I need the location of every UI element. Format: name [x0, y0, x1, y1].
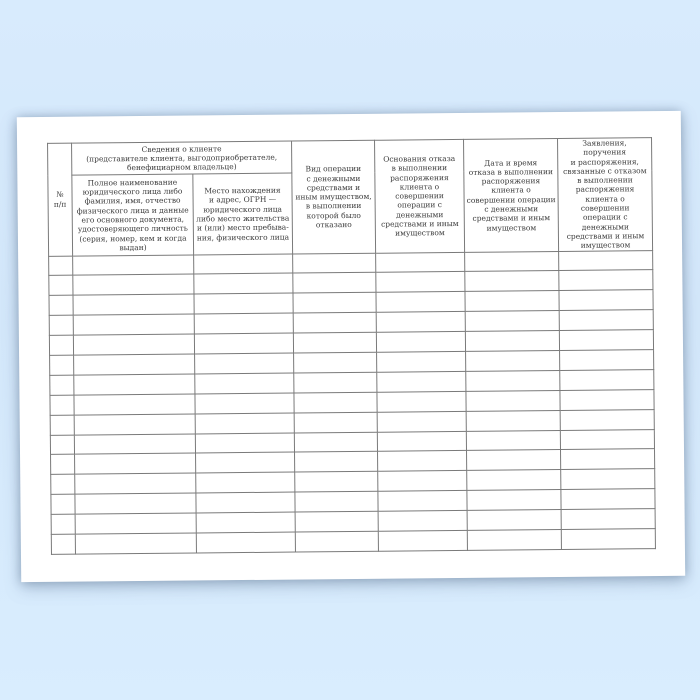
header-client-name-document: Полное наименование юридического лица либо фамилия, имя, отчество физического лица и данные его основного документа, удостоверяющего личность (серия, номер, кем и когда выдан) [72, 174, 194, 255]
table-cell [467, 530, 561, 551]
table-cell [73, 274, 194, 295]
table-cell [294, 392, 377, 413]
table-cell [196, 532, 295, 553]
table-cell [75, 453, 196, 474]
table-cell [49, 335, 73, 355]
header-client-info-group: Сведения о клиенте (представителе клиента, выгодоприобретателе, бенефициарном владельце) [72, 141, 292, 176]
table-cell [49, 296, 73, 316]
table-cell [467, 450, 561, 471]
table-cell [51, 455, 75, 475]
table-cell [377, 371, 466, 392]
header-client-address: Место нахождения и адрес, ОГРН — юридического лица либо место жительства и (или) место пребыва- ния, физического лица [193, 173, 293, 254]
table-cell [559, 310, 653, 331]
table-cell [294, 352, 377, 373]
header-refusal-date-time: Дата и время отказа в выполнении распоряжения клиента о совершении операции с денежными средствами и иным имуществом [464, 139, 559, 252]
table-cell [376, 292, 465, 313]
table-cell [465, 251, 559, 272]
table-cell [466, 430, 560, 451]
table-cell [196, 472, 295, 493]
table-cell [293, 332, 376, 353]
table-cell [49, 256, 73, 276]
table-cell [50, 375, 74, 395]
header-row-number: № п/п [48, 143, 73, 256]
table-cell [50, 415, 74, 435]
table-cell [377, 391, 466, 412]
table-cell [295, 511, 378, 532]
table-cell [74, 414, 195, 435]
table-cell [294, 432, 377, 453]
table-cell [559, 250, 653, 271]
table-cell [465, 291, 559, 312]
table-cell [467, 490, 561, 511]
table-cell [295, 531, 378, 552]
table-cell [73, 255, 194, 276]
table-cell [560, 350, 654, 371]
table-cell [376, 332, 465, 353]
table-cell [51, 475, 75, 495]
table-cell [561, 529, 655, 550]
table-cell [49, 276, 73, 296]
table-cell [195, 373, 294, 394]
table-cell [466, 390, 560, 411]
table-cell [50, 395, 74, 415]
table-cell [467, 470, 561, 491]
table-cell [195, 393, 294, 414]
table-cell [196, 512, 295, 533]
table-cell [195, 353, 294, 374]
table-cell [466, 351, 560, 372]
table-cell [376, 272, 465, 293]
table-cell [465, 271, 559, 292]
table-cell [378, 530, 467, 551]
table-cell [561, 509, 655, 530]
table-cell [561, 469, 655, 490]
table-cell [194, 293, 293, 314]
table-cell [74, 354, 195, 375]
table-body [49, 250, 656, 554]
table-cell [194, 254, 293, 275]
table-cell [560, 370, 654, 391]
table-cell [561, 449, 655, 470]
table-cell [466, 410, 560, 431]
table-cell [560, 389, 654, 410]
table-cell [465, 331, 559, 352]
table-cell [466, 370, 560, 391]
table-cell [378, 511, 467, 532]
table-cell [195, 433, 294, 454]
table-cell [294, 412, 377, 433]
header-group-row [48, 138, 652, 176]
table-cell [74, 394, 195, 415]
table-cell [293, 293, 376, 314]
table-cell [75, 513, 196, 534]
table-cell [75, 533, 196, 554]
refusal-register-table [47, 137, 656, 555]
table-cell [194, 333, 293, 354]
table-cell [377, 351, 466, 372]
table-cell [378, 491, 467, 512]
table-cell [559, 270, 653, 291]
table-cell [51, 494, 75, 514]
table-cell [376, 312, 465, 333]
table-cell [50, 355, 74, 375]
table-cell [293, 253, 376, 274]
table-cell [51, 514, 75, 534]
table-cell [295, 472, 378, 493]
table-cell [49, 315, 73, 335]
table-cell [377, 411, 466, 432]
table-cell [465, 311, 559, 332]
table-cell [561, 489, 655, 510]
table-cell [378, 471, 467, 492]
table-cell [293, 312, 376, 333]
table-cell [50, 435, 74, 455]
table-cell [294, 372, 377, 393]
table-cell [74, 434, 195, 455]
table-cell [75, 473, 196, 494]
table-cell [51, 534, 75, 554]
table-cell [377, 431, 466, 452]
table-cell [196, 453, 295, 474]
table-cell [295, 491, 378, 512]
document-page [17, 111, 685, 582]
table-cell [376, 252, 465, 273]
table-cell [559, 290, 653, 311]
table-cell [73, 334, 194, 355]
table-cell [293, 273, 376, 294]
table-cell [295, 452, 378, 473]
header-related-statements: Заявления, поручения и распоряжения, связанные с отказом в выполнении распоряжения клиента о совершении операции с денежными средствами и иным имуществом [558, 138, 653, 251]
table-cell [75, 493, 196, 514]
table-header [48, 138, 653, 256]
table-cell [73, 294, 194, 315]
table-cell [195, 413, 294, 434]
table-cell [560, 409, 654, 430]
table-cell [378, 451, 467, 472]
table-cell [559, 330, 653, 351]
table-cell [560, 429, 654, 450]
table-cell [196, 492, 295, 513]
header-refusal-grounds: Основания отказа в выполнении распоряжения клиента о совершении операции с денежными средствами и иным имуществом [375, 139, 465, 252]
table-cell [467, 510, 561, 531]
table-cell [74, 374, 195, 395]
header-operation-type: Вид операции с денежными средствами и иным имуществом, в выполнении которой было отказано [292, 140, 376, 253]
table-cell [194, 274, 293, 295]
table-cell [194, 313, 293, 334]
table-cell [73, 314, 194, 335]
